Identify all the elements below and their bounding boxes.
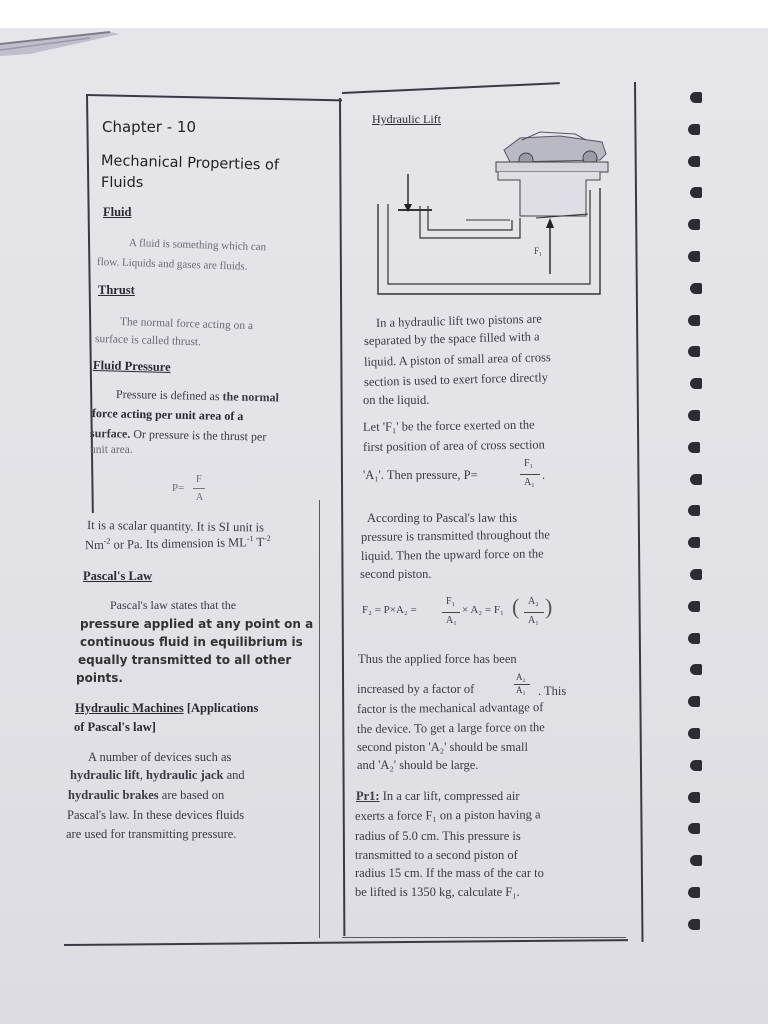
binding-hole: [688, 505, 700, 516]
lift-text-line-1: In a hydraulic lift two pistons are: [375, 311, 543, 330]
column-divider-2: [319, 500, 320, 938]
let-fraction-denominator: A₁: [524, 477, 535, 488]
thus-text-line-2: increased by a factor of: [357, 682, 475, 696]
force-equation-mid: × A₂ = F₁: [462, 604, 504, 616]
scalar-text-line-1: It is a scalar quantity. It is SI unit is: [86, 518, 265, 535]
diagram-force-label: F₁: [534, 246, 543, 256]
pascal-text-line-1: Pascal's law states that the: [110, 598, 237, 612]
thus-text-line-3: factor is the mechanical advantage of: [356, 700, 544, 716]
binding-hole: [688, 633, 700, 644]
let-text-line-3: 'A₁'. Then pressure, P=: [363, 468, 478, 482]
force-equation-lhs: F₂ = P×A₂ =: [362, 604, 417, 616]
binding-hole: [690, 664, 702, 675]
thus-text-line-5: second piston 'A₂' should be small: [357, 740, 529, 754]
fluid-text-line-1: A fluid is something which can: [128, 237, 267, 254]
hydraulic-machines-heading: Hydraulic Machines [Applications: [75, 701, 259, 715]
problem-text-line-1: Pr1: In a car lift, compressed air: [356, 789, 520, 803]
pascal-text-line-5: points.: [76, 671, 123, 685]
binding-hole: [690, 855, 702, 866]
let-text-line-2: first position of area of cross section: [362, 437, 545, 454]
thrust-heading: Thrust: [98, 283, 135, 297]
devices-text-line-3: hydraulic brakes are based on: [68, 788, 225, 802]
fluid-text-line-2: flow. Liquids and gases are fluids.: [96, 256, 248, 273]
pascal-applied-line-1: According to Pascal's law this: [367, 511, 518, 525]
thus-text-line-6: and 'A₂' should be large.: [357, 758, 479, 772]
binding-hole: [688, 919, 700, 930]
force-eq-fraction2-bar: [524, 612, 544, 613]
binding-hole: [690, 569, 702, 580]
lift-text-line-4: section is used to exert force directly: [363, 370, 549, 389]
binding-hole: [690, 760, 702, 771]
top-margin: [0, 0, 768, 28]
pascal-text-line-4: equally transmitted to all other: [78, 653, 292, 667]
pascal-applied-line-2: pressure is transmitted throughout the: [360, 527, 550, 544]
problem-text-line-4: transmitted to a second piston of: [355, 848, 518, 862]
binding-hole: [688, 823, 700, 834]
binding-hole: [688, 410, 700, 421]
binding-hole: [690, 283, 702, 294]
thrust-text-line-2: surface is called thrust.: [94, 333, 202, 349]
frame-bottom-2: [342, 937, 626, 938]
force-eq-fraction2-num: A₂: [528, 596, 539, 607]
binding-hole: [688, 346, 700, 357]
thus-fraction-numerator: A₂: [516, 672, 526, 682]
devices-text-line-4: Pascal's law. In these devices fluids: [67, 808, 245, 822]
let-text-line-1: Let 'F₁' be the force exerted on the: [362, 417, 535, 434]
problem-text-line-3: radius of 5.0 cm. This pressure is: [355, 829, 521, 843]
pascals-law-heading: Pascal's Law: [83, 569, 153, 583]
let-fraction-numerator: F₁: [524, 458, 534, 469]
force-eq-left-paren: (: [512, 594, 520, 619]
binding-hole: [688, 219, 700, 230]
scalar-text-line-2: $Nm^{-2}$ or Pa. Its dimension is $ML^{-1}$ $T^{-2}$: [84, 533, 271, 553]
thus-text-line-1: Thus the applied force has been: [358, 652, 517, 666]
lift-text-line-2: separated by the space filled with a: [363, 329, 540, 348]
binding-hole: [688, 696, 700, 707]
pressure-text-line-3: surface. Or pressure is the thrust per: [89, 426, 267, 444]
force-eq-fraction1-den: A₁: [446, 615, 457, 626]
binding-hole: [688, 537, 700, 548]
pascal-applied-line-3: liquid. Then the upward force on the: [360, 546, 544, 563]
pressure-formula-bar: [193, 488, 205, 489]
thus-text-line-2-end: . This: [538, 684, 567, 698]
problem-text-line-5: radius 15 cm. If the mass of the car to: [355, 866, 544, 880]
binding-hole: [688, 792, 700, 803]
page-corner: [0, 30, 130, 58]
chapter-heading: Chapter - 10: [102, 118, 197, 136]
fluid-heading: Fluid: [103, 205, 132, 219]
let-fraction-bar: [520, 474, 540, 475]
devices-text-line-2: hydraulic lift, hydraulic jack and: [70, 768, 245, 782]
thrust-text-line-1: The normal force acting on a: [119, 316, 254, 333]
binding-hole: [688, 728, 700, 739]
lift-text-line-3: liquid. A piston of small area of cross: [363, 350, 551, 369]
binding-hole: [690, 378, 702, 389]
devices-text-line-5: are used for transmitting pressure.: [66, 827, 237, 841]
binding-hole: [688, 251, 700, 262]
pascal-text-line-2: pressure applied at any point on a: [80, 617, 314, 631]
force-eq-right-paren: ): [545, 594, 553, 619]
binding-hole: [688, 124, 700, 135]
hydraulic-lift-heading: Hydraulic Lift: [372, 112, 441, 126]
hydraulic-lift-diagram: [370, 128, 610, 304]
pressure-text-line-4: unit area.: [90, 444, 133, 456]
binding-hole: [690, 474, 702, 485]
problem-text-line-2: exerts a force F₁ on a piston having a: [354, 807, 541, 823]
binding-hole: [688, 601, 700, 612]
binding-hole: [688, 887, 700, 898]
binding-hole: [690, 92, 702, 103]
lift-text-line-5: on the liquid.: [363, 393, 430, 407]
binding-hole: [688, 156, 700, 167]
force-eq-fraction2-den: A₁: [528, 615, 539, 626]
fluid-pressure-heading: Fluid Pressure: [92, 358, 171, 375]
thus-text-line-4: the device. To get a large force on the: [356, 720, 545, 736]
binding-hole: [688, 442, 700, 453]
problem-text-line-6: be lifted is 1350 kg, calculate F₁.: [355, 885, 520, 899]
force-eq-fraction1-bar: [442, 612, 460, 613]
chapter-title-line-1: Mechanical Properties of: [100, 153, 280, 174]
chapter-title-line-2: Fluids: [101, 175, 144, 191]
pressure-text-line-1: Pressure is defined as the normal: [115, 387, 280, 405]
binding-hole: [690, 187, 702, 198]
let-period: .: [542, 468, 546, 482]
pressure-formula-denominator: A: [196, 492, 204, 503]
pascal-applied-line-4: second piston.: [360, 567, 432, 581]
thus-fraction-denominator: A₁: [516, 685, 526, 695]
pressure-formula-lhs: P=: [172, 482, 185, 494]
pascal-text-line-3: continuous fluid in equilibrium is: [80, 635, 303, 649]
binding-hole: [688, 315, 700, 326]
devices-text-line-1: A number of devices such as: [88, 750, 232, 764]
pressure-formula-numerator: F: [196, 474, 202, 485]
force-eq-fraction1-num: F₁: [446, 596, 456, 607]
pressure-text-line-2: force acting per unit area of a: [91, 406, 244, 424]
hydraulic-machines-heading-line-2: of Pascal's law]: [74, 720, 156, 734]
